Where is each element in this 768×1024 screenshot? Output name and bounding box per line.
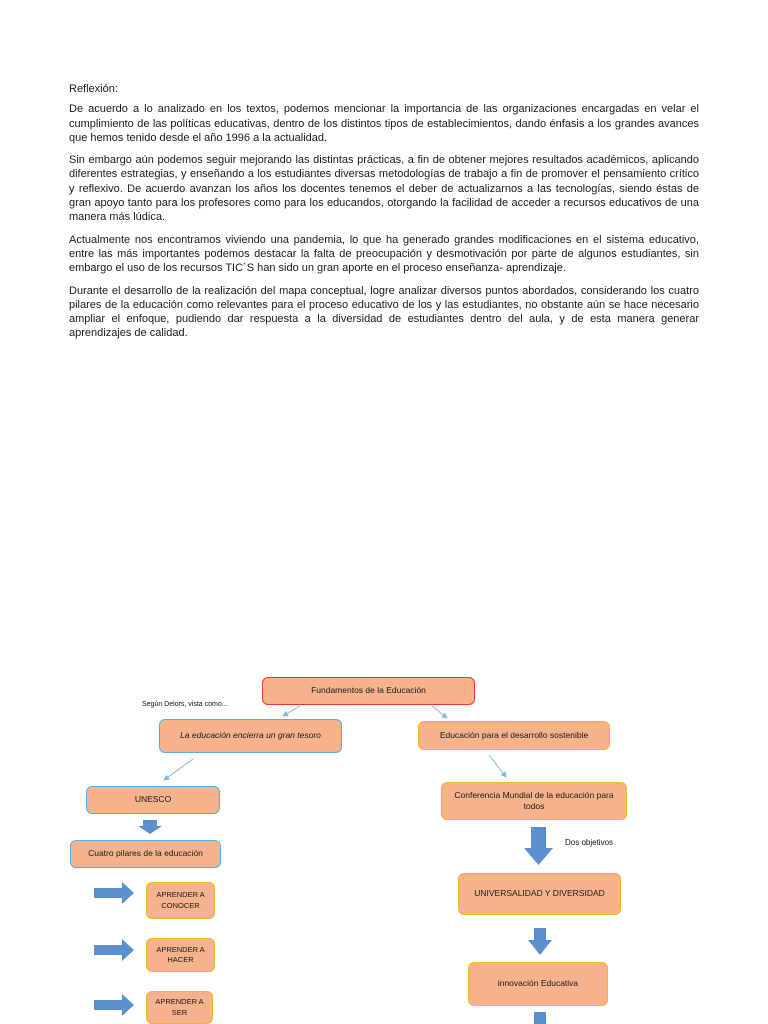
- pillar-hacer: [146, 938, 215, 972]
- connector-tesoro-unesco: [164, 759, 193, 780]
- arrow-right-pillar-3: [94, 994, 134, 1016]
- pillar-ser-label: APRENDER A SER: [155, 997, 204, 1017]
- node-sostenible: [418, 721, 610, 750]
- pillar-ser: [146, 991, 213, 1024]
- arrow-down-innovation: [528, 928, 552, 955]
- node-root-label: Fundamentos de la Educación: [311, 685, 426, 696]
- node-pilares-label: Cuatro pilares de la educación: [88, 848, 203, 859]
- node-tesoro: [159, 719, 342, 753]
- pillar-hacer-label: APRENDER A HACER: [156, 944, 205, 964]
- paragraph-2: Sin embargo aún podemos seguir mejorando las distintas prácticas, a fin de obtener mejores resultados académicos, aplicando diferentes estrategias, y enseñando a los estudiantes diversas metodologías de trabajo a fin de promover el pensamiento crítico y reflexivo. De acuerdo avanzan los años los docentes tenemos el deber de actualizarnos a las tecnologías, siendo éstas de gran apoyo tanto para los profesores como para los educandos, otorgando la facilidad de acceder a recursos educativos de una manera más lúdica.: [69, 154, 699, 224]
- node-tesoro-label: La educación encierra un gran tesoro: [180, 730, 321, 741]
- arrow-down-continuation: [534, 1012, 546, 1024]
- node-conferencia-label: Conferencia Mundial de la educación para todos: [454, 789, 614, 811]
- node-innovacion: [468, 962, 608, 1006]
- connector-root-right: [432, 706, 447, 718]
- arrow-down-unesco: [138, 820, 162, 834]
- connector-sostenible-conferencia: [489, 755, 506, 777]
- note-objetivos: Dos objetivos: [565, 838, 614, 847]
- pillar-conocer: [146, 882, 215, 919]
- pillar-conocer-label: APRENDER A CONOCER: [156, 890, 205, 910]
- node-unesco: [86, 786, 220, 814]
- arrow-down-objectives: [524, 827, 553, 865]
- reflection-text: [69, 82, 699, 349]
- node-universalidad: [458, 873, 621, 915]
- arrow-right-pillar-2: [94, 939, 134, 961]
- reflection-heading: Reflexión:: [69, 83, 118, 95]
- arrow-right-pillar-1: [94, 882, 134, 904]
- node-conferencia: [441, 782, 627, 820]
- concept-map: [0, 660, 768, 1024]
- node-sostenible-label: Educación para el desarrollo sostenible: [439, 729, 589, 740]
- node-pilares: [70, 840, 221, 868]
- paragraph-4: Durante el desarrollo de la realización del mapa conceptual, logre analizar diversos puntos abordados, considerando los cuatro pilares de la educación como relevantes para el proceso educativo de los y las estudiantes, no obstante aún se hace necesario ampliar el enfoque, pudiendo dar respuesta a la diversidad de estudiantes dentro del aula, y de esta manera generar aprendizajes de calidad.: [69, 284, 699, 340]
- node-innovacion-label: innovación Educativa: [497, 978, 579, 989]
- connector-root-left: [283, 706, 300, 716]
- paragraph-1: De acuerdo a lo analizado en los textos, podemos mencionar la importancia de las organizaciones encargadas en velar el cumplimiento de las políticas educativas, dentro de los distintos tipos de establecimientos, dando énfasis a los grandes avances que hemos tenido desde el año 1996 a la actualidad.: [69, 103, 699, 144]
- node-unesco-label: UNESCO: [134, 794, 172, 805]
- note-delors: Según Delors, vista como...: [142, 701, 228, 708]
- node-universalidad-label: UNIVERSALIDAD Y DIVERSIDAD: [474, 888, 605, 899]
- paragraph-3: Actualmente nos encontramos viviendo una pandemia, lo que ha generado grandes modificaciones en el sistema educativo, entre las más importantes podemos destacar la falta de preocupación y desmotivación por parte de algunos estudiantes, sin embargo el uso de los recursos TIC´S han sido un gran aporte en el proceso enseñanza- aprendizaje.: [69, 233, 699, 275]
- node-root: [262, 677, 475, 705]
